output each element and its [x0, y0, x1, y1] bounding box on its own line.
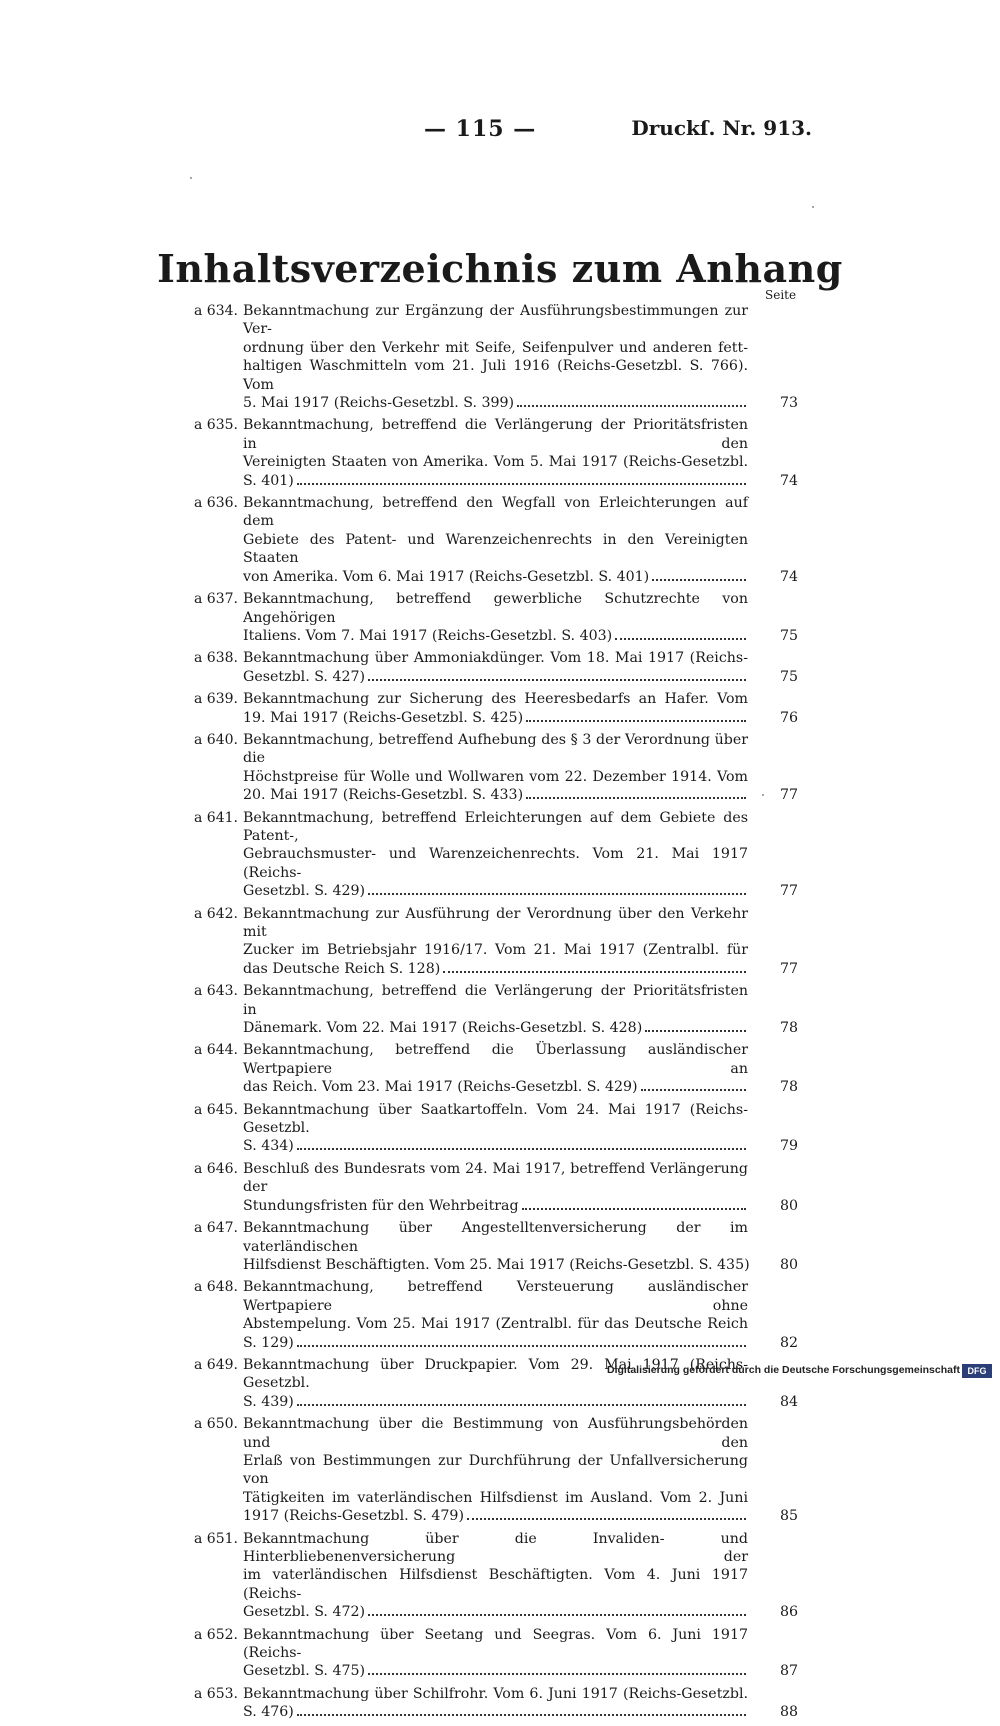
drucksache-number: Druckſ. Nr. 913.: [631, 116, 812, 140]
entry-last-text: S. 401): [243, 472, 294, 489]
entry-last-line: [243, 668, 748, 686]
toc-entry: [0, 1278, 1000, 1352]
dot-leader: [368, 679, 746, 681]
entry-line: Bekanntmachung über Ammoniakdünger. Vom 18. Mai 1917 (Reichs-: [243, 650, 748, 667]
toc-entry: [0, 1685, 1000, 1722]
dot-leader: [297, 483, 746, 485]
entry-page-number: 77: [779, 960, 798, 977]
toc-entry: [0, 590, 1000, 645]
entry-page-number: 77: [779, 787, 798, 804]
entry-line: Bekanntmachung über Angestelltenversicherung der im vaterländischen: [243, 1220, 748, 1255]
entry-text: [243, 1219, 748, 1274]
entry-last-line: [243, 882, 748, 900]
dot-leader: [517, 405, 746, 407]
entry-number: a 649.: [194, 1356, 238, 1373]
entry-text: [243, 1626, 748, 1681]
entry-text: [243, 416, 748, 490]
table-of-contents: [0, 302, 1000, 1726]
entry-last-text: das Reich. Vom 23. Mai 1917 (Reichs-Gesetzbl. S. 429): [243, 1079, 638, 1096]
entry-last-text: Gesetzbl. S. 472): [243, 1604, 366, 1621]
entry-line: Erlaß von Bestimmungen zur Durchführung der Unfallversicherung von: [243, 1452, 748, 1488]
entry-last-text: 5. Mai 1917 (Reichs-Gesetzbl. S. 399): [243, 395, 515, 412]
entry-line: Bekanntmachung, betreffend die Überlassung ausländischer Wertpapiere an: [243, 1042, 748, 1077]
toc-entry: [0, 690, 1000, 727]
entry-last-text: 1917 (Reichs-Gesetzbl. S. 479): [243, 1508, 464, 1525]
entry-line: Vereinigten Staaten von Amerika. Vom 5. Mai 1917 (Reichs-Gesetzbl.: [243, 454, 748, 471]
entry-last-text: Gesetzbl. S. 429): [243, 883, 366, 900]
entry-last-line: [243, 1507, 748, 1525]
entry-last-line: [243, 1393, 748, 1411]
entry-last-text: Gesetzbl. S. 475): [243, 1663, 366, 1680]
toc-entry: [0, 1160, 1000, 1215]
entry-page-number: 88: [779, 1704, 798, 1721]
toc-entry: [0, 416, 1000, 490]
entry-text: [243, 982, 748, 1037]
entry-number: a 653.: [194, 1685, 238, 1702]
entry-number: a 646.: [194, 1160, 238, 1177]
entry-number: a 639.: [194, 691, 238, 708]
entry-line: haltigen Waschmitteln vom 21. Juli 1916 (Reichs-Gesetzbl. S. 766). Vom: [243, 358, 748, 393]
entry-page-number: 74: [779, 568, 798, 585]
dot-leader: [522, 1208, 746, 1210]
toc-entry: [0, 982, 1000, 1037]
entry-number: a 636.: [194, 495, 238, 512]
toc-entry: [0, 1041, 1000, 1096]
dot-leader: [368, 893, 746, 895]
entry-number: a 645.: [194, 1101, 238, 1118]
entry-last-text: Stundungsfristen für den Wehrbeitrag: [243, 1197, 519, 1214]
entry-number: a 650.: [194, 1416, 238, 1433]
entry-last-text: das Deutsche Reich S. 128): [243, 960, 441, 977]
entry-line: Bekanntmachung zur Sicherung des Heeresbedarfs an Hafer. Vom: [243, 691, 748, 708]
entry-page-number: 78: [779, 1079, 798, 1096]
entry-page-number: 77: [779, 883, 798, 900]
dfg-logo: DFG: [962, 1364, 992, 1378]
entry-last-line: [243, 1019, 748, 1037]
entry-page-number: 87: [779, 1663, 798, 1680]
entry-text: [243, 1041, 748, 1096]
entry-text: [243, 905, 748, 979]
entry-last-text: S. 129): [243, 1334, 294, 1351]
dot-leader: [297, 1148, 746, 1150]
entry-number: a 638.: [194, 650, 238, 667]
entry-line: Bekanntmachung über Seetang und Seegras. Vom 6. Juni 1917 (Reichs-: [243, 1626, 748, 1662]
entry-text: [243, 690, 748, 727]
entry-last-line: [243, 1703, 748, 1721]
entry-last-text: 19. Mai 1917 (Reichs-Gesetzbl. S. 425): [243, 709, 524, 726]
entry-page-number: 74: [779, 472, 798, 489]
entry-number: a 635.: [194, 417, 238, 434]
entry-line: Gebiete des Patent- und Warenzeichenrechts in den Vereinigten Staaten: [243, 531, 748, 567]
entry-page-number: 79: [779, 1138, 798, 1155]
dot-leader: [443, 971, 746, 973]
entry-line: Tätigkeiten im vaterländischen Hilfsdienst im Ausland. Vom 2. Juni: [243, 1489, 748, 1506]
entry-last-line: [243, 1662, 748, 1680]
entry-last-line: [243, 472, 748, 490]
entry-last-line: [243, 568, 748, 586]
entry-line: Bekanntmachung über die Invaliden- und Hinterbliebenenversicherung der: [243, 1530, 748, 1565]
entry-line: im vaterländischen Hilfsdienst Beschäftigten. Vom 4. Juni 1917 (Reichs-: [243, 1567, 748, 1602]
entry-page-number: 82: [779, 1334, 798, 1351]
entry-number: a 637.: [194, 591, 238, 608]
toc-entry: [0, 1219, 1000, 1274]
entry-last-line: [243, 1334, 748, 1352]
entry-page-number: 80: [779, 1256, 798, 1273]
entry-line: Beschluß des Bundesrats vom 24. Mai 1917, betreffend Verlängerung der: [243, 1160, 748, 1196]
entry-number: a 641.: [194, 809, 238, 826]
toc-entry: [0, 809, 1000, 901]
entry-last-text: Hilfsdienst Beschäftigten. Vom 25. Mai 1917 (Reichs-Gesetzbl. S. 435): [243, 1256, 750, 1273]
entry-text: [243, 1685, 748, 1722]
entry-line: Bekanntmachung zur Ausführung der Verordnung über den Verkehr mit: [243, 905, 748, 940]
entry-line: Bekanntmachung, betreffend die Verlängerung der Prioritätsfristen in den: [243, 417, 748, 452]
entry-number: a 651.: [194, 1530, 238, 1547]
dot-leader: [652, 579, 746, 581]
entry-line: Bekanntmachung, betreffend gewerbliche Schutzrechte von Angehörigen: [243, 591, 748, 626]
entry-line: Bekanntmachung, betreffend Aufhebung des § 3 der Verordnung über die: [243, 731, 748, 767]
dot-leader: [526, 797, 746, 799]
entry-text: [243, 1278, 748, 1352]
dot-leader: [368, 1614, 746, 1616]
entry-last-line: [243, 960, 748, 978]
entry-text: [243, 731, 748, 805]
entry-number: a 647.: [194, 1220, 238, 1237]
entry-line: Höchstpreise für Wolle und Wollwaren vom 22. Dezember 1914. Vom: [243, 768, 748, 785]
entry-last-line: [243, 709, 748, 727]
entry-page-number: 75: [779, 627, 798, 644]
entry-last-text: von Amerika. Vom 6. Mai 1917 (Reichs-Gesetzbl. S. 401): [243, 568, 650, 585]
entry-number: a 643.: [194, 983, 238, 1000]
page-header: [0, 116, 1000, 146]
entry-last-line: [243, 1197, 748, 1215]
entry-page-number: 84: [779, 1393, 798, 1410]
dot-leader: [641, 1089, 746, 1091]
toc-entry: [0, 1101, 1000, 1156]
entry-line: Gebrauchsmuster- und Warenzeichenrechts. Vom 21. Mai 1917 (Reichs-: [243, 846, 748, 881]
toc-entry: [0, 494, 1000, 586]
scan-speck: [812, 206, 814, 208]
dot-leader: [645, 1030, 746, 1032]
entry-line: Bekanntmachung, betreffend Versteuerung ausländischer Wertpapiere ohne: [243, 1279, 748, 1314]
dot-leader: [297, 1714, 746, 1716]
entry-last-text: S. 434): [243, 1138, 294, 1155]
entry-text: [243, 590, 748, 645]
digitization-credit: Digitalisierung gefördert durch die Deutsche Forschungsgemeinschaft: [607, 1364, 960, 1376]
entry-text: [243, 1101, 748, 1156]
entry-page-number: 85: [779, 1508, 798, 1525]
entry-line: Bekanntmachung zur Ergänzung der Ausführungsbestimmungen zur Ver-: [243, 303, 748, 338]
entry-page-number: 73: [779, 395, 798, 412]
entry-page-number: 80: [779, 1197, 798, 1214]
toc-entry: [0, 1530, 1000, 1622]
entry-last-text: 20. Mai 1917 (Reichs-Gesetzbl. S. 433): [243, 787, 524, 804]
entry-line: Bekanntmachung, betreffend den Wegfall von Erleichterungen auf dem: [243, 495, 748, 530]
dot-leader: [615, 638, 746, 640]
entry-last-line: [243, 1603, 748, 1621]
entry-text: [243, 302, 748, 412]
dot-leader: [297, 1345, 746, 1347]
entry-line: Bekanntmachung über Druckpapier. Vom 29. Mai 1917 (Reichs-Gesetzbl.: [243, 1356, 748, 1392]
toc-entry: [0, 1626, 1000, 1681]
entry-text: [243, 809, 748, 901]
entry-line: Bekanntmachung über Schilfrohr. Vom 6. Juni 1917 (Reichs-Gesetzbl.: [243, 1685, 748, 1702]
entry-text: [243, 1415, 748, 1525]
entry-page-number: 75: [779, 668, 798, 685]
entry-number: a 644.: [194, 1042, 238, 1059]
entry-last-line: [243, 394, 748, 412]
entry-last-line: [243, 1256, 748, 1274]
entry-text: [243, 649, 748, 686]
seite-column-label: Seite: [765, 288, 797, 302]
entry-page-number: 76: [779, 709, 798, 726]
entry-line: Bekanntmachung, betreffend Erleichterungen auf dem Gebiete des Patent-,: [243, 809, 748, 844]
entry-page-number: 78: [779, 1020, 798, 1037]
page-number: — 115 —: [424, 116, 537, 142]
entry-last-text: Gesetzbl. S. 427): [243, 668, 366, 685]
entry-last-line: [243, 1078, 748, 1096]
dot-leader: [467, 1518, 746, 1520]
entry-last-line: [243, 786, 748, 804]
scan-speck: [190, 177, 192, 179]
entry-number: a 648.: [194, 1279, 238, 1296]
entry-last-text: Italiens. Vom 7. Mai 1917 (Reichs-Gesetzbl. S. 403): [243, 627, 613, 644]
dot-leader: [526, 720, 746, 722]
entry-line: Abstempelung. Vom 25. Mai 1917 (Zentralbl. für das Deutsche Reich: [243, 1316, 748, 1333]
entry-last-text: Dänemark. Vom 22. Mai 1917 (Reichs-Gesetzbl. S. 428): [243, 1020, 643, 1037]
entry-line: Bekanntmachung, betreffend die Verlängerung der Prioritätsfristen in: [243, 983, 748, 1018]
entry-number: a 642.: [194, 905, 238, 922]
toc-entry: [0, 731, 1000, 805]
entry-number: a 640.: [194, 731, 238, 748]
entry-last-text: S. 476): [243, 1704, 294, 1721]
entry-last-line: [243, 1137, 748, 1155]
toc-entry: [0, 905, 1000, 979]
entry-number: a 652.: [194, 1626, 238, 1643]
page-title: Inhaltsverzeichnis zum Anhang: [157, 246, 843, 291]
entry-line: Zucker im Betriebsjahr 1916/17. Vom 21. Mai 1917 (Zentralbl. für: [243, 942, 748, 959]
entry-last-text: S. 439): [243, 1393, 294, 1410]
dot-leader: [368, 1673, 746, 1675]
toc-entry: [0, 649, 1000, 686]
toc-entry: [0, 302, 1000, 412]
entry-text: [243, 494, 748, 586]
entry-number: a 634.: [194, 303, 238, 319]
entry-text: [243, 1160, 748, 1215]
entry-line: Bekanntmachung über die Bestimmung von Ausführungsbehörden und den: [243, 1416, 748, 1451]
entry-last-line: [243, 627, 748, 645]
toc-entry: [0, 1415, 1000, 1525]
entry-line: ordnung über den Verkehr mit Seife, Seifenpulver und anderen fett-: [243, 339, 748, 356]
scan-speck: [762, 794, 764, 796]
entry-text: [243, 1530, 748, 1622]
entry-line: Bekanntmachung über Saatkartoffeln. Vom 24. Mai 1917 (Reichs-Gesetzbl.: [243, 1101, 748, 1137]
entry-page-number: 86: [779, 1604, 798, 1621]
dot-leader: [297, 1404, 746, 1406]
